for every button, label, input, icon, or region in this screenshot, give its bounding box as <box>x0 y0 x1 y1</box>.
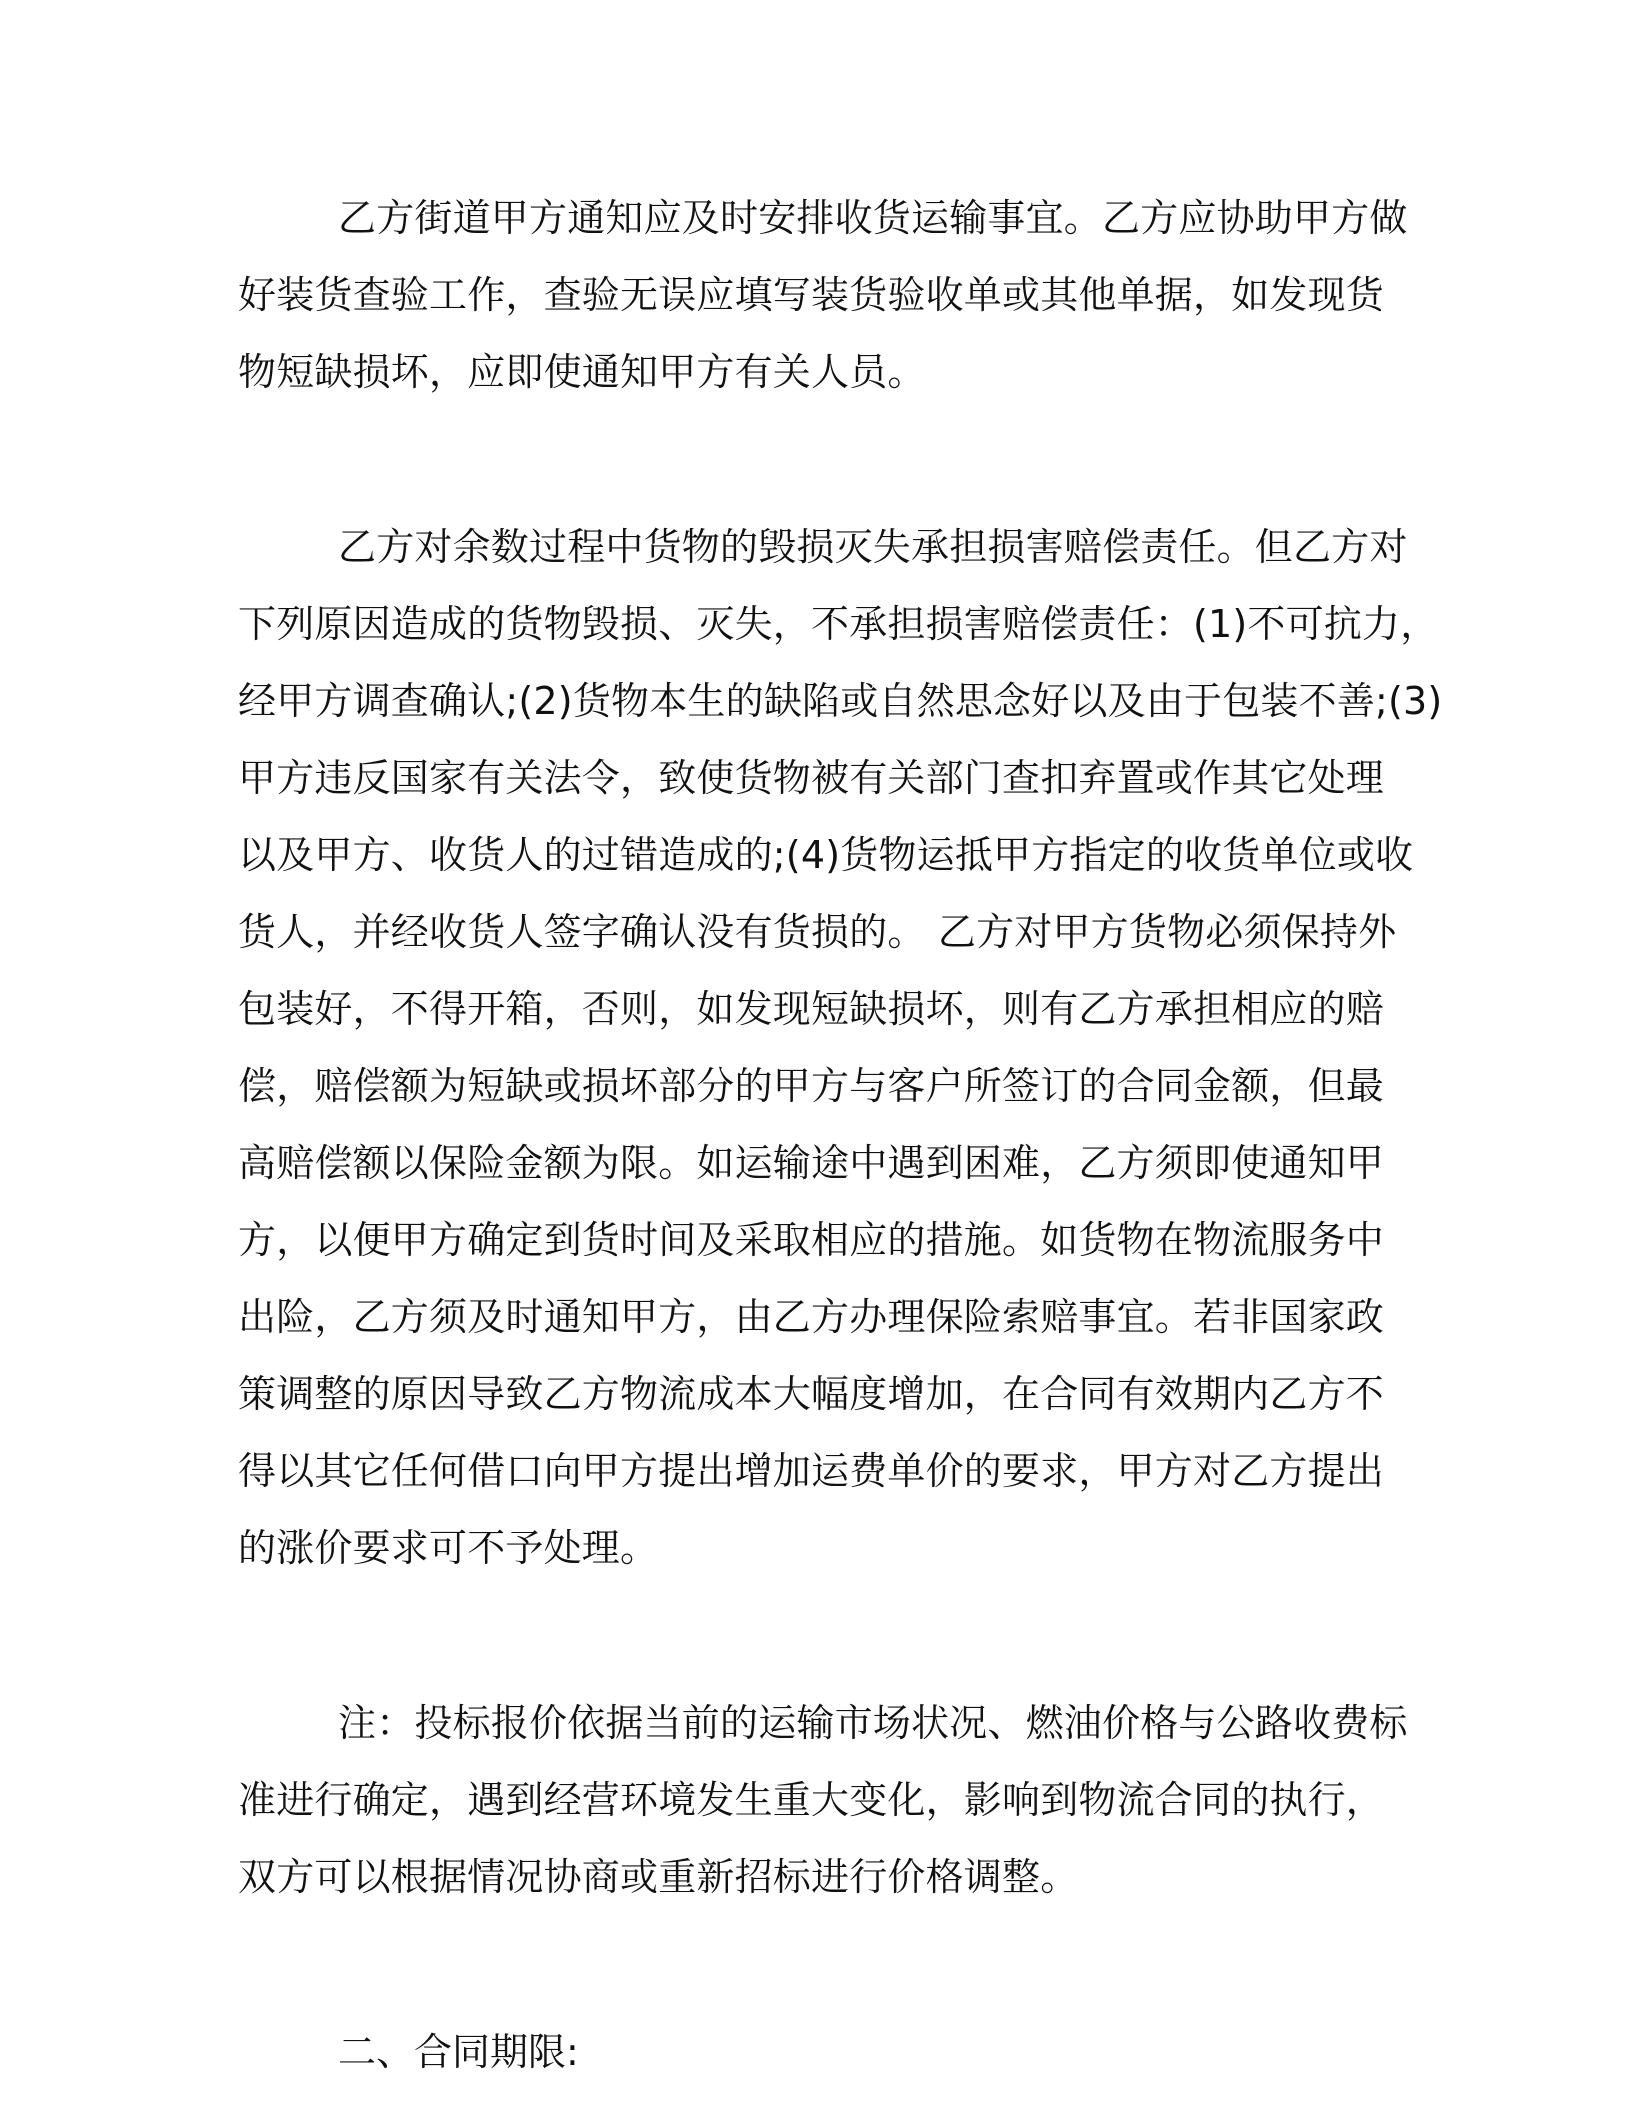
text-line: 物短缺损坏，应即使通知甲方有关人员。 <box>238 350 926 394</box>
text-line: 经甲方调查确认;(2)货物本生的缺陷或自然思念好以及由于包装不善;(3) <box>238 679 1443 723</box>
paragraph-3 <box>238 1685 1408 1916</box>
text-line: 乙方街道甲方通知应及时安排收货运输事宜。乙方应协助甲方做 <box>338 196 1408 240</box>
text-line: 下列原因造成的货物毁损、灭失，不承担损害赔偿责任：(1)不可抗力， <box>238 602 1439 646</box>
text-line: 出险，乙方须及时通知甲方，由乙方办理保险索赔事宜。若非国家政 <box>238 1295 1385 1339</box>
paragraph-gap <box>238 1587 1396 1685</box>
paragraph-gap <box>238 411 1396 509</box>
text-line: 的涨价要求可不予处理。 <box>238 1526 659 1570</box>
text-line: 方，以便甲方确定到货时间及采取相应的措施。如货物在物流服务中 <box>238 1218 1385 1262</box>
text-line: 得以其它任何借口向甲方提出增加运费单价的要求，甲方对乙方提出 <box>238 1449 1385 1493</box>
text-line: 准进行确定，遇到经营环境发生重大变化，影响到物流合同的执行， <box>238 1778 1385 1822</box>
document-page <box>238 180 1443 2091</box>
paragraph-2 <box>238 509 1443 1587</box>
text-line: 以及甲方、收货人的过错造成的;(4)货物运抵甲方指定的收货单位或收 <box>238 833 1414 877</box>
text-line: 注：投标报价依据当前的运输市场状况、燃油价格与公路收费标 <box>338 1701 1408 1745</box>
section-heading: 二、合同期限: <box>338 2030 579 2074</box>
paragraph-gap <box>238 1916 1396 2014</box>
text-line: 货人，并经收货人签字确认没有货损的。 乙方对甲方货物必须保持外 <box>238 910 1397 954</box>
text-line: 高赔偿额以保险金额为限。如运输途中遇到困难，乙方须即使通知甲 <box>238 1141 1385 1185</box>
paragraph-1 <box>238 180 1408 411</box>
text-line: 偿，赔偿额为短缺或损坏部分的甲方与客户所签订的合同金额，但最 <box>238 1064 1385 1108</box>
text-line: 乙方对余数过程中货物的毁损灭失承担损害赔偿责任。但乙方对 <box>338 525 1408 569</box>
text-line: 策调整的原因导致乙方物流成本大幅度增加，在合同有效期内乙方不 <box>238 1372 1385 1416</box>
text-line: 甲方违反国家有关法令，致使货物被有关部门查扣弃置或作其它处理 <box>238 756 1385 800</box>
text-line: 包装好，不得开箱，否则，如发现短缺损坏，则有乙方承担相应的赔 <box>238 987 1385 1031</box>
text-line: 双方可以根据情况协商或重新招标进行价格调整。 <box>238 1855 1079 1899</box>
text-line: 好装货查验工作，查验无误应填写装货验收单或其他单据，如发现货 <box>238 273 1385 317</box>
